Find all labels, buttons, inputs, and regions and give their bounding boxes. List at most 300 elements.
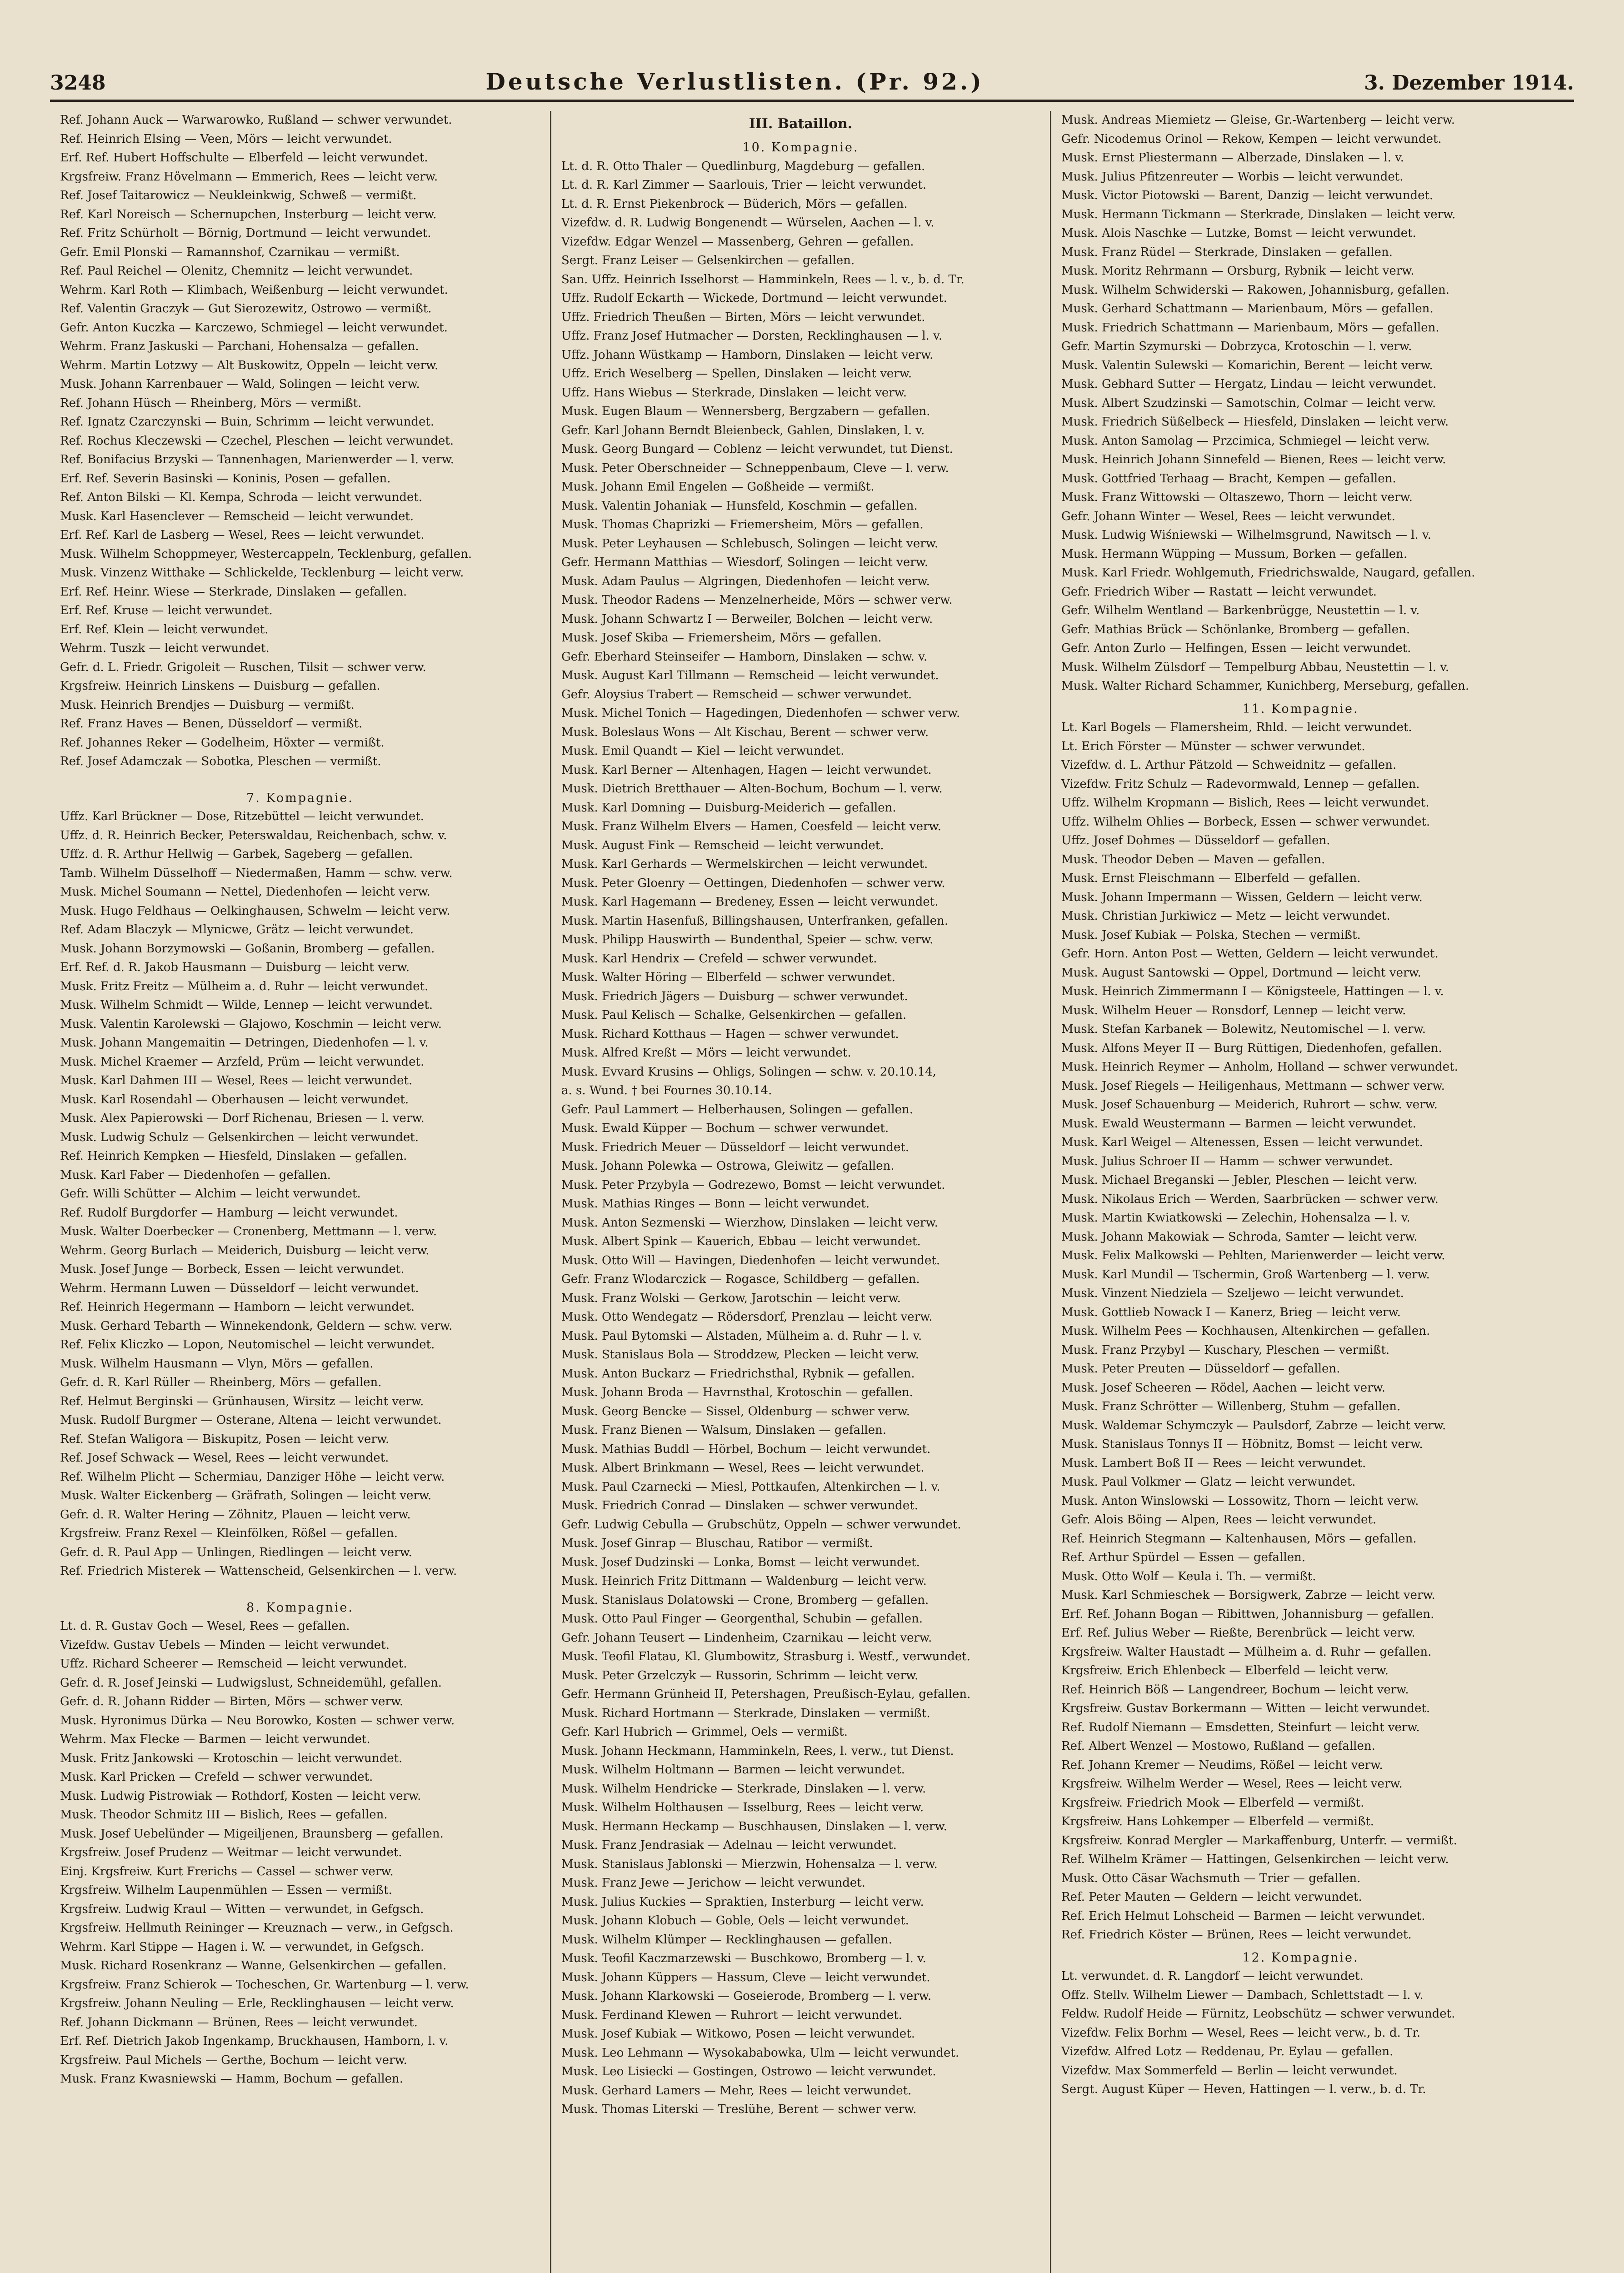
casualty-entry: Gefr. Paul Lammert — Helberhausen, Solingen — gefallen. bbox=[561, 1102, 914, 1116]
casualty-entry: Krgsfreiw. Friedrich Mook — Elberfeld — vermißt. bbox=[1061, 1796, 1364, 1810]
issue-date: 3. Dezember 1914. bbox=[1364, 71, 1574, 95]
casualty-entry: Musk. Friedrich Conrad — Dinslaken — schwer verwundet. bbox=[561, 1499, 918, 1512]
casualty-entry: Musk. Anton Buckarz — Friedrichsthal, Rybnik — gefallen. bbox=[561, 1367, 915, 1381]
casualty-entry: Musk. Julius Kuckies — Spraktien, Insterburg — leicht verw. bbox=[561, 1895, 924, 1909]
casualty-entry: Musk. Hermann Wüpping — Mussum, Borken — gefallen. bbox=[1061, 547, 1408, 561]
casualty-entry: Gefr. Horn. Anton Post — Wetten, Geldern — leicht verwundet. bbox=[1061, 947, 1439, 961]
casualty-entry: Musk. Josef Scheeren — Rödel, Aachen — leicht verw. bbox=[1061, 1381, 1385, 1395]
casualty-entry: Musk. Emil Quandt — Kiel — leicht verwundet. bbox=[561, 744, 844, 758]
casualty-entry: Musk. Ernst Fleischmann — Elberfeld — gefallen. bbox=[1061, 871, 1361, 885]
casualty-entry: Musk. Heinrich Brendjes — Duisburg — vermißt. bbox=[60, 698, 355, 712]
casualty-entry: Musk. Richard Rosenkranz — Wanne, Gelsenkirchen — gefallen. bbox=[60, 1959, 447, 1973]
casualty-entry: Musk. Josef Skiba — Friemersheim, Mörs — gefallen. bbox=[561, 631, 882, 645]
casualty-entry: Krgsfreiw. Wilhelm Laupenmühlen — Essen — vermißt. bbox=[60, 1883, 392, 1897]
casualty-entry: Ref. Peter Mauten — Geldern — leicht verwundet. bbox=[1061, 1890, 1362, 1904]
casualty-entry: Musk. Peter Oberschneider — Schneppenbaum, Cleve — l. verw. bbox=[561, 461, 949, 475]
casualty-entry: Gefr. Anton Kuczka — Karczewo, Schmiegel — leicht verwundet. bbox=[60, 320, 448, 335]
casualty-entry: Musk. Karl Pricken — Crefeld — schwer verwundet. bbox=[60, 1770, 373, 1784]
casualty-entry: Ref. Johann Kremer — Neudims, Rößel — leicht verw. bbox=[1061, 1758, 1383, 1772]
casualty-entry: Gefr. Willi Schütter — Alchim — leicht verwundet. bbox=[60, 1187, 361, 1201]
casualty-entry: Musk. Walter Eickenberg — Gräfrath, Solingen — leicht verw. bbox=[60, 1489, 432, 1502]
casualty-entry: Gefr. Johann Teusert — Lindenheim, Czarnikau — leicht verw. bbox=[561, 1631, 932, 1645]
casualty-entry: Musk. Friedrich Süßelbeck — Hiesfeld, Dinslaken — leicht verw. bbox=[1061, 415, 1449, 429]
battalion-heading: III. Bataillon. bbox=[749, 116, 853, 132]
casualty-entry: Musk. Leo Lisiecki — Gostingen, Ostrowo — leicht verwundet. bbox=[561, 2065, 936, 2078]
casualty-entry: Musk. Martin Kwiatkowski — Zelechin, Hohensalza — l. v. bbox=[1061, 1211, 1410, 1225]
casualty-entry: Gefr. d. R. Johann Ridder — Birten, Mörs — schwer verw. bbox=[60, 1695, 404, 1708]
casualty-entry: Musk. Ludwig Wiśniewski — Wilhelmsgrund, Nawitsch — l. v. bbox=[1061, 528, 1431, 542]
casualty-entry: Musk. Wilhelm Holtmann — Barmen — leicht verwundet. bbox=[561, 1763, 905, 1777]
casualty-entry: Ref. Friedrich Köster — Brünen, Rees — leicht verwundet. bbox=[1061, 1928, 1412, 1942]
casualty-entry: Offz. Stellv. Wilhelm Liewer — Dambach, Schlettstadt — l. v. bbox=[1061, 1988, 1424, 2002]
casualty-entry: Gefr. d. R. Walter Hering — Zöhnitz, Plauen — leicht verw. bbox=[60, 1507, 411, 1522]
casualty-entry: Musk. August Fink — Remscheid — leicht verwundet. bbox=[561, 838, 884, 852]
casualty-entry: Musk. Martin Hasenfuß, Billingshausen, Unterfranken, gefallen. bbox=[561, 914, 949, 928]
casualty-entry: Einj. Krgsfreiw. Kurt Frerichs — Cassel — schwer verw. bbox=[60, 1864, 394, 1878]
casualty-entry: Musk. Peter Grzelczyk — Russorin, Schrimm — leicht verw. bbox=[561, 1668, 919, 1682]
casualty-entry: Tamb. Wilhelm Düsselhoff — Niedermaßen, Hamm — schw. verw. bbox=[60, 866, 453, 880]
casualty-entry: Musk. Stanislaus Bola — Stroddzew, Plecken — leicht verw. bbox=[561, 1348, 919, 1362]
casualty-entry: Krgsfreiw. Konrad Mergler — Markaffenburg, Unterfr. — vermißt. bbox=[1061, 1833, 1457, 1847]
casualty-entry: Musk. Teofil Flatau, Kl. Glumbowitz, Strasburg i. Westf., verwundet. bbox=[561, 1650, 971, 1663]
casualty-entry: Musk. Fritz Freitz — Mülheim a. d. Ruhr — leicht verwundet. bbox=[60, 979, 429, 993]
company-heading: 12. Kompagnie. bbox=[1242, 1950, 1359, 1965]
casualty-entry: Musk. Franz Kwasniewski — Hamm, Bochum — gefallen. bbox=[60, 2072, 404, 2086]
casualty-entry: Musk. Johann Polewka — Ostrowa, Gleiwitz — gefallen. bbox=[561, 1159, 894, 1173]
casualty-entry: Musk. Heinrich Zimmermann I — Königsteele, Hattingen — l. v. bbox=[1061, 985, 1444, 998]
casualty-entry: Erf. Ref. Johann Bogan — Ribittwen, Johannisburg — gefallen. bbox=[1061, 1607, 1434, 1621]
casualty-entry: Musk. Hugo Feldhaus — Oelkinghausen, Schwelm — leicht verw. bbox=[60, 904, 450, 918]
casualty-entry: Musk. Johann Küppers — Hassum, Cleve — leicht verwundet. bbox=[561, 1970, 930, 1984]
casualty-entry: Musk. Dietrich Bretthauer — Alten-Bochum, Bochum — l. verw. bbox=[561, 782, 943, 796]
company-heading: 7. Kompagnie. bbox=[246, 791, 354, 805]
casualty-entry: Gefr. Anton Zurlo — Helfingen, Essen — leicht verwundet. bbox=[1061, 641, 1411, 655]
casualty-entry: Musk. Otto Paul Finger — Georgenthal, Schubin — gefallen. bbox=[561, 1612, 923, 1626]
casualty-entry: Musk. Teofil Kaczmarzewski — Buschkowo, Bromberg — l. v. bbox=[561, 1952, 926, 1965]
casualty-entry: Musk. Johann Heckmann, Hamminkeln, Rees, l. verw., tut Dienst. bbox=[561, 1744, 954, 1758]
casualty-entry: Erf. Ref. Karl de Lasberg — Wesel, Rees — leicht verwundet. bbox=[60, 528, 425, 542]
casualty-entry: Musk. Wilhelm Schmidt — Wilde, Lennep — leicht verwundet. bbox=[60, 998, 433, 1012]
casualty-entry: Musk. Franz Bienen — Walsum, Dinslaken — gefallen. bbox=[561, 1423, 887, 1437]
casualty-entry: Musk. Wilhelm Klümper — Recklinghausen — gefallen. bbox=[561, 1933, 892, 1947]
casualty-entry: Musk. Friedrich Jägers — Duisburg — schwer verwundet. bbox=[561, 989, 908, 1003]
casualty-entry: Erf. Ref. Hubert Hoffschulte — Elberfeld — leicht verwundet. bbox=[60, 151, 428, 165]
casualty-entry: Musk. Wilhelm Holthausen — Isselburg, Rees — leicht verw. bbox=[561, 1801, 924, 1814]
casualty-entry: Musk. Walter Richard Schammer, Kunichberg, Merseburg, gefallen. bbox=[1061, 679, 1469, 693]
casualty-entry: Musk. Christian Jurkiwicz — Metz — leicht verwundet. bbox=[1061, 909, 1390, 923]
casualty-entry: Erf. Ref. d. R. Jakob Hausmann — Duisburg — leicht verw. bbox=[60, 961, 410, 974]
casualty-entry: Musk. Josef Kubiak — Polska, Stechen — vermißt. bbox=[1061, 928, 1361, 942]
casualty-entry: Gefr. Martin Szymurski — Dobrzyca, Krotoschin — l. verw. bbox=[1061, 340, 1412, 353]
casualty-entry: Musk. Michel Soumann — Nettel, Diedenhofen — leicht verw. bbox=[60, 885, 430, 899]
casualty-entry: Krgsfreiw. Hans Lohkemper — Elberfeld — vermißt. bbox=[1061, 1815, 1374, 1828]
casualty-entry: Musk. Lambert Boß II — Rees — leicht verwundet. bbox=[1061, 1456, 1366, 1470]
casualty-entry: Musk. Friedrich Meuer — Düsseldorf — leicht verwundet. bbox=[561, 1140, 909, 1154]
casualty-entry: Uffz. Franz Josef Hutmacher — Dorsten, Recklinghausen — l. v. bbox=[561, 329, 943, 343]
casualty-entry: Erf. Ref. Severin Basinski — Koninis, Posen — gefallen. bbox=[60, 471, 391, 486]
casualty-entry: Gefr. Hermann Grünheid II, Petershagen, Preußisch-Eylau, gefallen. bbox=[561, 1687, 971, 1701]
casualty-entry: Lt. d. R. Otto Thaler — Quedlinburg, Magdeburg — gefallen. bbox=[561, 159, 925, 173]
section-gap bbox=[60, 1581, 540, 1595]
casualty-entry: Uffz. Rudolf Eckarth — Wickede, Dortmund — leicht verwundet. bbox=[561, 291, 947, 305]
casualty-entry: Musk. Wilhelm Hausmann — Vlyn, Mörs — gefallen. bbox=[60, 1357, 374, 1371]
casualty-entry: Ref. Wilhelm Plicht — Schermiau, Danziger Höhe — leicht verw. bbox=[60, 1470, 445, 1484]
casualty-entry: Uffz. d. R. Heinrich Becker, Peterswaldau, Reichenbach, schw. v. bbox=[60, 828, 447, 842]
casualty-entry: Musk. Karl Dahmen III — Wesel, Rees — leicht verwundet. bbox=[60, 1074, 413, 1087]
casualty-entry: Musk. Karl Schmieschek — Borsigwerk, Zabrze — leicht verw. bbox=[1061, 1588, 1435, 1602]
casualty-entry: Musk. Anton Winslowski — Lossowitz, Thorn — leicht verw. bbox=[1061, 1494, 1419, 1508]
casualty-entry: Uffz. Josef Dohmes — Düsseldorf — gefallen. bbox=[1061, 834, 1330, 847]
casualty-entry: Vizefdw. d. L. Arthur Pätzold — Schweidnitz — gefallen. bbox=[1061, 758, 1397, 772]
casualty-entry: Lt. verwundet. d. R. Langdorf — leicht verwundet. bbox=[1061, 1969, 1364, 1983]
casualty-entry: Musk. Alfons Meyer II — Burg Rüttigen, Diedenhofen, gefallen. bbox=[1061, 1041, 1442, 1055]
casualty-entry: Ref. Friedrich Misterek — Wattenscheid, Gelsenkirchen — l. verw. bbox=[60, 1564, 457, 1578]
casualty-entry: Musk. Heinrich Johann Sinnefeld — Bienen, Rees — leicht verw. bbox=[1061, 453, 1446, 466]
casualty-entry: Musk. Johann Broda — Havrnsthal, Krotoschin — gefallen. bbox=[561, 1386, 913, 1399]
column-1 bbox=[50, 111, 550, 2273]
casualty-entry: Musk. Josef Riegels — Heiligenhaus, Mettmann — schwer verw. bbox=[1061, 1079, 1445, 1093]
casualty-entry: Lt. d. R. Gustav Goch — Wesel, Rees — gefallen. bbox=[60, 1619, 350, 1633]
casualty-entry: Musk. Waldemar Schymczyk — Paulsdorf, Zabrze — leicht verw. bbox=[1061, 1418, 1446, 1432]
casualty-entry: Ref. Anton Bilski — Kl. Kempa, Schroda — leicht verwundet. bbox=[60, 491, 423, 504]
casualty-entry: Musk. Karl Hagemann — Bredeney, Essen — leicht verwundet. bbox=[561, 895, 939, 909]
casualty-entry: Musk. Theodor Radens — Menzelnerheide, Mörs — schwer verw. bbox=[561, 593, 953, 607]
casualty-entry: Krgsfreiw. Paul Michels — Gerthe, Bochum — leicht verw. bbox=[60, 2053, 407, 2067]
casualty-entry: Musk. Albert Spink — Kauerich, Ebbau — leicht verwundet. bbox=[561, 1235, 921, 1248]
casualty-entry: Musk. Theodor Schmitz III — Bislich, Rees — gefallen. bbox=[60, 1808, 388, 1822]
casualty-entry: Sergt. August Küper — Heven, Hattingen — l. verw., b. d. Tr. bbox=[1061, 2083, 1426, 2096]
casualty-entry: Musk. Franz Schrötter — Willenberg, Stuhm — gefallen. bbox=[1061, 1400, 1401, 1413]
casualty-entry: Ref. Wilhelm Krämer — Hattingen, Gelsenkirchen — leicht verw. bbox=[1061, 1852, 1449, 1866]
casualty-entry: Gefr. Johann Winter — Wesel, Rees — leicht verwundet. bbox=[1061, 509, 1395, 523]
casualty-entry: Musk. Eugen Blaum — Wennersberg, Bergzabern — gefallen. bbox=[561, 405, 930, 418]
casualty-entry: Ref. Heinrich Hegermann — Hamborn — leicht verwundet. bbox=[60, 1300, 415, 1314]
casualty-entry: Musk. Wilhelm Heuer — Ronsdorf, Lennep — leicht verw. bbox=[1061, 1003, 1406, 1017]
casualty-entry: Gefr. Karl Johann Berndt Bleienbeck, Gahlen, Dinslaken, l. v. bbox=[561, 423, 925, 437]
casualty-entry: Musk. Otto Wolf — Keula i. Th. — vermißt. bbox=[1061, 1569, 1316, 1583]
casualty-entry: Musk. Hermann Tickmann — Sterkrade, Dinslaken — leicht verw. bbox=[1061, 207, 1456, 221]
casualty-entry: Musk. Valentin Sulewski — Komarichin, Berent — leicht verw. bbox=[1061, 358, 1433, 372]
casualty-entry: Musk. August Santowski — Oppel, Dortmund — leicht verw. bbox=[1061, 966, 1421, 980]
column-3 bbox=[1050, 111, 1550, 2273]
casualty-entry: Musk. Wilhelm Zülsdorf — Tempelburg Abbau, Neustettin — l. v. bbox=[1061, 660, 1449, 674]
casualty-entry: Musk. Georg Bungard — Coblenz — leicht verwundet, tut Dienst. bbox=[561, 442, 953, 456]
casualty-entry: Krgsfreiw. Erich Ehlenbeck — Elberfeld — leicht verw. bbox=[1061, 1664, 1389, 1677]
casualty-entry: Wehrm. Hermann Luwen — Düsseldorf — leicht verwundet. bbox=[60, 1281, 419, 1295]
casualty-entry: Musk. Wilhelm Schoppmeyer, Westercappeln, Tecklenburg, gefallen. bbox=[60, 547, 472, 561]
casualty-entry: Wehrm. Martin Lotzwy — Alt Buskowitz, Oppeln — leicht verw. bbox=[60, 358, 439, 372]
casualty-entry: Erf. Ref. Kruse — leicht verwundet. bbox=[60, 604, 273, 617]
casualty-entry: Musk. Felix Malkowski — Pehlten, Marienwerder — leicht verw. bbox=[1061, 1249, 1445, 1262]
publication-title: Deutsche Verlustlisten. (Pr. 92.) bbox=[485, 68, 984, 95]
casualty-entry: Wehrm. Karl Roth — Klimbach, Weißenburg — leicht verwundet. bbox=[60, 283, 448, 297]
casualty-entry: Musk. Josef Kubiak — Witkowo, Posen — leicht verwundet. bbox=[561, 2027, 915, 2041]
casualty-entry: Musk. Wilhelm Schwiderski — Rakowen, Johannisburg, gefallen. bbox=[1061, 283, 1449, 297]
casualty-entry: Musk. Victor Piotowski — Barent, Danzig — leicht verwundet. bbox=[1061, 189, 1434, 202]
casualty-entry: Musk. Josef Junge — Borbeck, Essen — leicht verwundet. bbox=[60, 1262, 405, 1276]
casualty-entry: Musk. Gottfried Terhaag — Bracht, Kempen — gefallen. bbox=[1061, 471, 1396, 486]
casualty-entry: Wehrm. Franz Jaskuski — Parchani, Hohensalza — gefallen. bbox=[60, 340, 419, 353]
casualty-entry: Musk. Josef Schauenburg — Meiderich, Ruhrort — schw. verw. bbox=[1061, 1098, 1438, 1111]
casualty-entry: Musk. Julius Schroer II — Hamm — schwer verwundet. bbox=[1061, 1154, 1393, 1168]
casualty-entry: Musk. Georg Bencke — Sissel, Oldenburg — schwer verw. bbox=[561, 1404, 910, 1418]
casualty-entry: Musk. Karl Berner — Altenhagen, Hagen — leicht verwundet. bbox=[561, 763, 932, 777]
casualty-entry: Musk. Ludwig Pistrowiak — Rothdorf, Kosten — leicht verw. bbox=[60, 1789, 421, 1803]
casualty-entry: Uffz. Wilhelm Kropmann — Bislich, Rees — leicht verwundet. bbox=[1061, 796, 1429, 810]
casualty-entry: Lt. d. R. Karl Zimmer — Saarlouis, Trier — leicht verwundet. bbox=[561, 178, 927, 192]
casualty-entry: Musk. Philipp Hauswirth — Bundenthal, Speier — schw. verw. bbox=[561, 933, 934, 946]
casualty-entry: Musk. Karl Mundil — Tschermin, Groß Wartenberg — l. verw. bbox=[1061, 1267, 1430, 1282]
casualty-entry: Gefr. d. L. Friedr. Grigoleit — Ruschen, Tilsit — schwer verw. bbox=[60, 660, 426, 674]
casualty-entry: Ref. Bonifacius Brzyski — Tannenhagen, Marienwerder — l. verw. bbox=[60, 453, 455, 466]
casualty-entry: Musk. Boleslaus Wons — Alt Kischau, Berent — schwer verw. bbox=[561, 725, 929, 739]
casualty-entry: Ref. Valentin Graczyk — Gut Sierozewitz, Ostrowo — vermißt. bbox=[60, 302, 432, 315]
casualty-entry: Ref. Johannes Reker — Godelheim, Höxter — vermißt. bbox=[60, 736, 385, 750]
casualty-entry: Musk. Walter Doerbecker — Cronenberg, Mettmann — l. verw. bbox=[60, 1225, 437, 1238]
casualty-entry: Musk. Richard Kotthaus — Hagen — schwer verwundet. bbox=[561, 1027, 899, 1041]
casualty-entry: Musk. Peter Gloenry — Oettingen, Diedenhofen — schwer verw. bbox=[561, 876, 945, 890]
casualty-entry: Musk. Paul Kelisch — Schalke, Gelsenkirchen — gefallen. bbox=[561, 1008, 907, 1022]
casualty-entry: Ref. Ignatz Czarczynski — Buin, Schrimm — leicht verwundet. bbox=[60, 415, 435, 429]
casualty-entry: Musk. Moritz Rehrmann — Orsburg, Rybnik — leicht verw. bbox=[1061, 264, 1414, 278]
casualty-entry: Musk. Johann Makowiak — Schroda, Samter — leicht verw. bbox=[1061, 1230, 1418, 1244]
casualty-entry: Ref. Rudolf Burgdorfer — Hamburg — leicht verwundet. bbox=[60, 1206, 398, 1220]
casualty-entry: Uffz. Wilhelm Ohlies — Borbeck, Essen — schwer verwundet. bbox=[1061, 815, 1430, 829]
casualty-entry: Lt. d. R. Ernst Piekenbrock — Büderich, Mörs — gefallen. bbox=[561, 197, 908, 211]
casualty-entry: Musk. Otto Will — Havingen, Diedenhofen — leicht verwundet. bbox=[561, 1253, 940, 1267]
casualty-entry: Musk. Franz Przybyl — Kuschary, Pleschen — vermißt. bbox=[1061, 1343, 1390, 1357]
casualty-entry: Ref. Heinrich Kempken — Hiesfeld, Dinslaken — gefallen. bbox=[60, 1149, 407, 1163]
casualty-entry: Feldw. Rudolf Heide — Fürnitz, Leobschütz — schwer verwundet. bbox=[1061, 2007, 1455, 2021]
casualty-entry: Uffz. Erich Weselberg — Spellen, Dinslaken — leicht verw. bbox=[561, 367, 912, 381]
casualty-entry: Musk. Franz Jendrasiak — Adelnau — leicht verwundet. bbox=[561, 1838, 897, 1852]
casualty-entry: Krgsfreiw. Walter Haustadt — Mülheim a. d. Ruhr — gefallen. bbox=[1061, 1645, 1432, 1659]
casualty-entry: Musk. Alex Papierowski — Dorf Richenau, Briesen — l. verw. bbox=[60, 1111, 425, 1125]
casualty-entry: Musk. Peter Preuten — Düsseldorf — gefallen. bbox=[1061, 1362, 1340, 1376]
page-header bbox=[50, 68, 1574, 102]
casualty-entry: Musk. Albert Brinkmann — Wesel, Rees — leicht verwundet. bbox=[561, 1461, 924, 1475]
casualty-entry: Vizefdw. d. R. Ludwig Bongenendt — Würselen, Aachen — l. v. bbox=[561, 216, 934, 230]
columns bbox=[50, 111, 1574, 2273]
casualty-entry: Musk. Johann Karrenbauer — Wald, Solingen — leicht verw. bbox=[60, 377, 420, 391]
casualty-entry: Musk. Alois Naschke — Lutzke, Bomst — leicht verwundet. bbox=[1061, 226, 1416, 240]
casualty-entry: Uffz. Hans Wiebus — Sterkrade, Dinslaken — leicht verw. bbox=[561, 386, 907, 400]
casualty-entry: Uffz. Johann Wüstkamp — Hamborn, Dinslaken — leicht verw. bbox=[561, 348, 934, 362]
casualty-entry: Ref. Albert Wenzel — Mostowo, Rußland — gefallen. bbox=[1061, 1739, 1375, 1753]
casualty-entry: Musk. Stanislaus Tonnys II — Höbnitz, Bomst — leicht verw. bbox=[1061, 1437, 1423, 1451]
casualty-entry: Musk. Josef Uebelünder — Migeiljenen, Braunsberg — gefallen. bbox=[60, 1827, 444, 1841]
casualty-entry: Musk. Thomas Literski — Treslühe, Berent — schwer verw. bbox=[561, 2103, 917, 2116]
casualty-entry: Musk. Wilhelm Pees — Kochhausen, Altenkirchen — gefallen. bbox=[1061, 1324, 1430, 1338]
casualty-entry: Musk. Vinzenz Witthake — Schlickelde, Tecklenburg — leicht verw. bbox=[60, 566, 464, 580]
casualty-entry: Musk. Johann Mangemaitin — Detringen, Diedenhofen — l. v. bbox=[60, 1036, 429, 1050]
casualty-entry: Ref. Johann Hüsch — Rheinberg, Mörs — vermißt. bbox=[60, 396, 362, 410]
casualty-entry: Musk. Gebhard Sutter — Hergatz, Lindau — leicht verwundet. bbox=[1061, 377, 1437, 391]
casualty-entry: Erf. Ref. Julius Weber — Rießte, Berenbrück — leicht verw. bbox=[1061, 1626, 1415, 1640]
casualty-entry: Sergt. Franz Leiser — Gelsenkirchen — gefallen. bbox=[561, 254, 855, 267]
casualty-entry: Musk. Albert Szudzinski — Samotschin, Colmar — leicht verw. bbox=[1061, 396, 1436, 410]
casualty-entry: Musk. Friedrich Schattmann — Marienbaum, Mörs — gefallen. bbox=[1061, 320, 1439, 335]
casualty-entry: Musk. Paul Czarnecki — Miesl, Pottkaufen, Altenkirchen — l. v. bbox=[561, 1480, 940, 1494]
casualty-entry: Musk. Vinzent Niedziela — Szeljewo — leicht verwundet. bbox=[1061, 1287, 1404, 1300]
column-2 bbox=[550, 111, 1050, 2273]
casualty-entry: Musk. Johann Impermann — Wissen, Geldern — leicht verw. bbox=[1061, 890, 1423, 904]
casualty-entry: Musk. Evvard Krusins — Ohligs, Solingen — schw. v. 20.10.14, bbox=[561, 1065, 936, 1079]
casualty-entry: Ref. Felix Kliczko — Lopon, Neutomischel — leicht verwundet. bbox=[60, 1338, 435, 1352]
casualty-entry: Gefr. d. R. Paul App — Unlingen, Riedlingen — leicht verw. bbox=[60, 1545, 412, 1559]
casualty-entry: Ref. Josef Adamczak — Sobotka, Pleschen — vermißt. bbox=[60, 755, 381, 768]
casualty-entry: Wehrm. Tuszk — leicht verwundet. bbox=[60, 641, 270, 655]
casualty-entry: Musk. Karl Hasenclever — Remscheid — leicht verwundet. bbox=[60, 509, 414, 523]
casualty-entry: Musk. Valentin Johaniak — Hunsfeld, Koschmin — gefallen. bbox=[561, 499, 918, 513]
casualty-entry: Musk. Ferdinand Klewen — Ruhrort — leicht verwundet. bbox=[561, 2008, 902, 2022]
casualty-entry: Musk. Karl Domning — Duisburg-Meiderich — gefallen. bbox=[561, 801, 896, 815]
casualty-entry: Musk. Julius Pfitzenreuter — Worbis — leicht verwundet. bbox=[1061, 170, 1404, 184]
casualty-entry: Ref. Stefan Waligora — Biskupitz, Posen — leicht verw. bbox=[60, 1432, 390, 1446]
casualty-entry: Gefr. Wilhelm Wentland — Barkenbrügge, Neustettin — l. v. bbox=[1061, 604, 1420, 617]
casualty-entry: Ref. Paul Reichel — Olenitz, Chemnitz — leicht verwundet. bbox=[60, 264, 413, 278]
casualty-entry: Musk. Franz Wolski — Gerkow, Jarotschin — leicht verw. bbox=[561, 1291, 901, 1305]
casualty-entry: Musk. Ewald Küpper — Bochum — schwer verwundet. bbox=[561, 1121, 889, 1135]
casualty-entry: Musk. Ludwig Schulz — Gelsenkirchen — leicht verwundet. bbox=[60, 1130, 419, 1144]
casualty-entry: Krgsfreiw. Ludwig Kraul — Witten — verwundet, in Gefgsch. bbox=[60, 1902, 424, 1916]
casualty-entry: Musk. Fritz Jankowski — Krotoschin — leicht verwundet. bbox=[60, 1751, 403, 1765]
casualty-entry: Musk. Johann Schwartz I — Berweiler, Bolchen — leicht verw. bbox=[561, 612, 933, 626]
casualty-entry: Krgsfreiw. Wilhelm Werder — Wesel, Rees — leicht verw. bbox=[1061, 1777, 1403, 1791]
casualty-entry: Vizefdw. Max Sommerfeld — Berlin — leicht verwundet. bbox=[1061, 2063, 1398, 2078]
casualty-entry: Musk. Franz Wilhelm Elvers — Hamen, Coesfeld — leicht verw. bbox=[561, 820, 941, 833]
casualty-entry: Ref. Erich Helmut Lohscheid — Barmen — leicht verwundet. bbox=[1061, 1909, 1425, 1923]
casualty-entry: Vizefdw. Gustav Uebels — Minden — leicht verwundet. bbox=[60, 1638, 390, 1652]
casualty-entry: Krgsfreiw. Johann Neuling — Erle, Recklinghausen — leicht verw. bbox=[60, 1997, 454, 2010]
casualty-entry: Musk. Valentin Karolewski — Glajowo, Koschmin — leicht verw. bbox=[60, 1017, 442, 1031]
casualty-entry: Lt. Erich Förster — Münster — schwer verwundet. bbox=[1061, 739, 1365, 753]
casualty-entry: Gefr. Ludwig Cebulla — Grubschütz, Oppeln — schwer verwundet. bbox=[561, 1517, 961, 1532]
casualty-entry: Musk. Michel Kraemer — Arzfeld, Prüm — leicht verwundet. bbox=[60, 1055, 425, 1069]
casualty-entry: Musk. Paul Bytomski — Alstaden, Mülheim a. d. Ruhr — l. v. bbox=[561, 1329, 922, 1343]
casualty-entry: Musk. Gerhard Schattmann — Marienbaum, Mörs — gefallen. bbox=[1061, 302, 1434, 315]
casualty-entry: Krgsfreiw. Heinrich Linskens — Duisburg — gefallen. bbox=[60, 679, 380, 693]
casualty-entry: Musk. Josef Dudzinski — Lonka, Bomst — leicht verwundet. bbox=[561, 1555, 920, 1569]
casualty-entry: Ref. Karl Noreisch — Schernupchen, Insterburg — leicht verw. bbox=[60, 207, 437, 221]
casualty-entry: Musk. Josef Ginrap — Bluschau, Ratibor — vermißt. bbox=[561, 1537, 873, 1550]
casualty-entry: Musk. Rudolf Burgmer — Osterane, Altena — leicht verwundet. bbox=[60, 1413, 442, 1427]
casualty-entry: Wehrm. Georg Burlach — Meiderich, Duisburg — leicht verw. bbox=[60, 1243, 430, 1257]
casualty-entry: Vizefdw. Felix Borhm — Wesel, Rees — leicht verw., b. d. Tr. bbox=[1061, 2026, 1421, 2040]
casualty-entry: Musk. Nikolaus Erich — Werden, Saarbrücken — schwer verw. bbox=[1061, 1192, 1439, 1206]
casualty-entry: Musk. Otto Wendegatz — Rödersdorf, Prenzlau — leicht verw. bbox=[561, 1310, 933, 1324]
casualty-entry: Musk. Leo Lehmann — Wysokababowka, Ulm — leicht verwundet. bbox=[561, 2046, 959, 2060]
casualty-entry: Erf. Ref. Dietrich Jakob Ingenkamp, Bruckhausen, Hamborn, l. v. bbox=[60, 2034, 449, 2048]
casualty-entry: Ref. Arthur Spürdel — Essen — gefallen. bbox=[1061, 1551, 1306, 1564]
casualty-entry: Krgsfreiw. Hellmuth Reininger — Kreuznach — verw., in Gefgsch. bbox=[60, 1921, 454, 1935]
casualty-entry: Musk. Anton Sezmenski — Wierzhow, Dinslaken — leicht verw. bbox=[561, 1216, 938, 1230]
casualty-entry: Erf. Ref. Heinr. Wiese — Sterkrade, Dinslaken — gefallen. bbox=[60, 585, 407, 599]
casualty-entry: Gefr. d. R. Josef Jeinski — Ludwigslust, Schneidemühl, gefallen. bbox=[60, 1676, 442, 1690]
casualty-entry: Musk. Heinrich Fritz Dittmann — Waldenburg — leicht verw. bbox=[561, 1574, 927, 1588]
casualty-entry: Musk. Walter Höring — Elberfeld — schwer verwundet. bbox=[561, 971, 896, 984]
casualty-entry: Musk. Karl Faber — Diedenhofen — gefallen. bbox=[60, 1168, 331, 1182]
casualty-entry: Musk. Andreas Miemietz — Gleise, Gr.-Wartenberg — leicht verw. bbox=[1061, 113, 1455, 127]
casualty-entry: Musk. Gerhard Tebarth — Winnekendonk, Geldern — schw. verw. bbox=[60, 1319, 453, 1333]
casualty-entry: Musk. Franz Rüdel — Sterkrade, Dinslaken — gefallen. bbox=[1061, 245, 1393, 259]
casualty-entry: Krgsfreiw. Gustav Borkermann — Witten — leicht verwundet. bbox=[1061, 1702, 1430, 1715]
casualty-entry: Wehrm. Karl Stippe — Hagen i. W. — verwundet, in Gefgsch. bbox=[60, 1940, 425, 1954]
casualty-entry: Gefr. Aloysius Trabert — Remscheid — schwer verwundet. bbox=[561, 687, 912, 701]
casualty-entry: Musk. Hermann Heckamp — Buschhausen, Dinslaken — l. verw. bbox=[561, 1819, 947, 1833]
casualty-entry: Wehrm. Max Flecke — Barmen — leicht verwundet. bbox=[60, 1732, 370, 1746]
casualty-entry: Krgsfreiw. Franz Schierok — Tocheschen, Gr. Wartenburg — l. verw. bbox=[60, 1978, 469, 1992]
casualty-entry: Musk. Richard Hortmann — Sterkrade, Dinslaken — vermißt. bbox=[561, 1706, 930, 1720]
casualty-entry: Musk. Paul Volkmer — Glatz — leicht verwundet. bbox=[1061, 1475, 1356, 1489]
company-heading: 11. Kompagnie. bbox=[1242, 701, 1359, 716]
casualty-entry: Ref. Rudolf Niemann — Emsdetten, Steinfurt — leicht verw. bbox=[1061, 1720, 1420, 1734]
casualty-entry: Musk. Franz Jewe — Jerichow — leicht verwundet. bbox=[561, 1876, 865, 1890]
casualty-entry: Musk. Franz Wittowski — Oltaszewo, Thorn — leicht verw. bbox=[1061, 491, 1413, 504]
casualty-entry: Gefr. d. R. Karl Rüller — Rheinberg, Mörs — gefallen. bbox=[60, 1376, 382, 1389]
casualty-entry: Gefr. Karl Hubrich — Grimmel, Oels — vermißt. bbox=[561, 1725, 848, 1739]
casualty-entry: Musk. Mathias Buddl — Hörbel, Bochum — leicht verwundet. bbox=[561, 1442, 931, 1456]
casualty-entry: a. s. Wund. † bei Fournes 30.10.14. bbox=[561, 1084, 772, 1097]
casualty-entry: Musk. Gottlieb Nowack I — Kanerz, Brieg — leicht verw. bbox=[1061, 1305, 1401, 1319]
casualty-entry: Musk. Michael Breganski — Jebler, Pleschen — leicht verw. bbox=[1061, 1173, 1418, 1187]
casualty-entry: Musk. August Karl Tillmann — Remscheid — leicht verwundet. bbox=[561, 669, 939, 682]
casualty-entry: Musk. Stefan Karbanek — Bolewitz, Neutomischel — l. verw. bbox=[1061, 1022, 1426, 1036]
casualty-entry: Ref. Rochus Kleczewski — Czechel, Pleschen — leicht verwundet. bbox=[60, 434, 454, 448]
casualty-entry: Musk. Thomas Chaprizki — Friemersheim, Mörs — gefallen. bbox=[561, 518, 924, 531]
casualty-entry: Ref. Helmut Berginski — Grünhausen, Wirsitz — leicht verw. bbox=[60, 1394, 424, 1408]
casualty-entry: Musk. Gerhard Lamers — Mehr, Rees — leicht verwundet. bbox=[561, 2083, 912, 2098]
casualty-entry: Erf. Ref. Klein — leicht verwundet. bbox=[60, 622, 269, 636]
casualty-entry: Vizefdw. Alfred Lotz — Reddenau, Pr. Eylau — gefallen. bbox=[1061, 2045, 1394, 2058]
casualty-entry: Ref. Josef Taitarowicz — Neukleinkwig, Schweß — vermißt. bbox=[60, 189, 417, 202]
casualty-entry: Musk. Anton Samolag — Przcimica, Schmiegel — leicht verw. bbox=[1061, 434, 1430, 448]
casualty-entry: San. Uffz. Heinrich Isselhorst — Hamminkeln, Rees — l. v., b. d. Tr. bbox=[561, 272, 964, 286]
casualty-entry: Musk. Alfred Kreßt — Mörs — leicht verwundet. bbox=[561, 1046, 851, 1060]
casualty-entry: Ref. Adam Blaczyk — Mlynicwe, Grätz — leicht verwundet. bbox=[60, 923, 414, 936]
casualty-entry: Gefr. Emil Plonski — Ramannshof, Czarnikau — vermißt. bbox=[60, 245, 400, 259]
casualty-entry: Gefr. Hermann Matthias — Wiesdorf, Solingen — leicht verw. bbox=[561, 556, 929, 569]
casualty-entry: Musk. Stanislaus Dolatowski — Crone, Bromberg — gefallen. bbox=[561, 1593, 929, 1607]
casualty-entry: Ref. Heinrich Stegmann — Kaltenhausen, Mörs — gefallen. bbox=[1061, 1532, 1417, 1546]
casualty-entry: Uffz. d. R. Arthur Hellwig — Garbek, Sageberg — gefallen. bbox=[60, 847, 413, 861]
casualty-entry: Ref. Fritz Schürholt — Börnig, Dortmund — leicht verwundet. bbox=[60, 226, 431, 240]
casualty-entry: Musk. Karl Rosendahl — Oberhausen — leicht verwundet. bbox=[60, 1092, 409, 1106]
casualty-entry: Uffz. Karl Brückner — Dose, Ritzebüttel — leicht verwundet. bbox=[60, 810, 424, 823]
casualty-entry: Musk. Ewald Weustermann — Barmen — leicht verwundet. bbox=[1061, 1116, 1416, 1131]
casualty-entry: Musk. Theodor Deben — Maven — gefallen. bbox=[1061, 852, 1325, 866]
casualty-entry: Musk. Karl Friedr. Wohlgemuth, Friedrichswalde, Naugard, gefallen. bbox=[1061, 566, 1475, 580]
casualty-entry: Musk. Johann Klobuch — Goble, Oels — leicht verwundet. bbox=[561, 1914, 909, 1928]
casualty-entry: Musk. Wilhelm Hendricke — Sterkrade, Dinslaken — l. verw. bbox=[561, 1782, 926, 1796]
casualty-entry: Ref. Josef Schwack — Wesel, Rees — leicht verwundet. bbox=[60, 1451, 389, 1465]
casualty-entry: Uffz. Friedrich Theußen — Birten, Mörs — leicht verwundet. bbox=[561, 310, 925, 324]
casualty-entry: Musk. Mathias Ringes — Bonn — leicht verwundet. bbox=[561, 1197, 870, 1211]
casualty-entry: Musk. Otto Cäsar Wachsmuth — Trier — gefallen. bbox=[1061, 1871, 1361, 1885]
casualty-entry: Gefr. Franz Wlodarczick — Rogasce, Schildberg — gefallen. bbox=[561, 1272, 920, 1286]
casualty-entry: Musk. Ernst Pliestermann — Alberzade, Dinslaken — l. v. bbox=[1061, 151, 1404, 165]
casualty-entry: Musk. Karl Weigel — Altenessen, Essen — leicht verwundet. bbox=[1061, 1136, 1423, 1149]
casualty-entry: Musk. Adam Paulus — Algringen, Diedenhofen — leicht verw. bbox=[561, 574, 930, 588]
casualty-entry: Vizefdw. Fritz Schulz — Radevormwald, Lennep — gefallen. bbox=[1061, 777, 1420, 791]
casualty-entry: Musk. Peter Przybyla — Godrezewo, Bomst — leicht verwundet. bbox=[561, 1178, 945, 1192]
casualty-entry: Musk. Johann Klarkowski — Goseierode, Bromberg — l. verw. bbox=[561, 1989, 932, 2003]
casualty-entry: Ref. Franz Haves — Benen, Düsseldorf — vermißt. bbox=[60, 717, 363, 731]
page-number: 3248 bbox=[50, 71, 106, 95]
casualty-entry: Ref. Heinrich Elsing — Veen, Mörs — leicht verwundet. bbox=[60, 132, 392, 146]
company-heading: 10. Kompagnie. bbox=[742, 140, 859, 155]
casualty-entry: Vizefdw. Edgar Wenzel — Massenberg, Gehren — gefallen. bbox=[561, 235, 914, 249]
